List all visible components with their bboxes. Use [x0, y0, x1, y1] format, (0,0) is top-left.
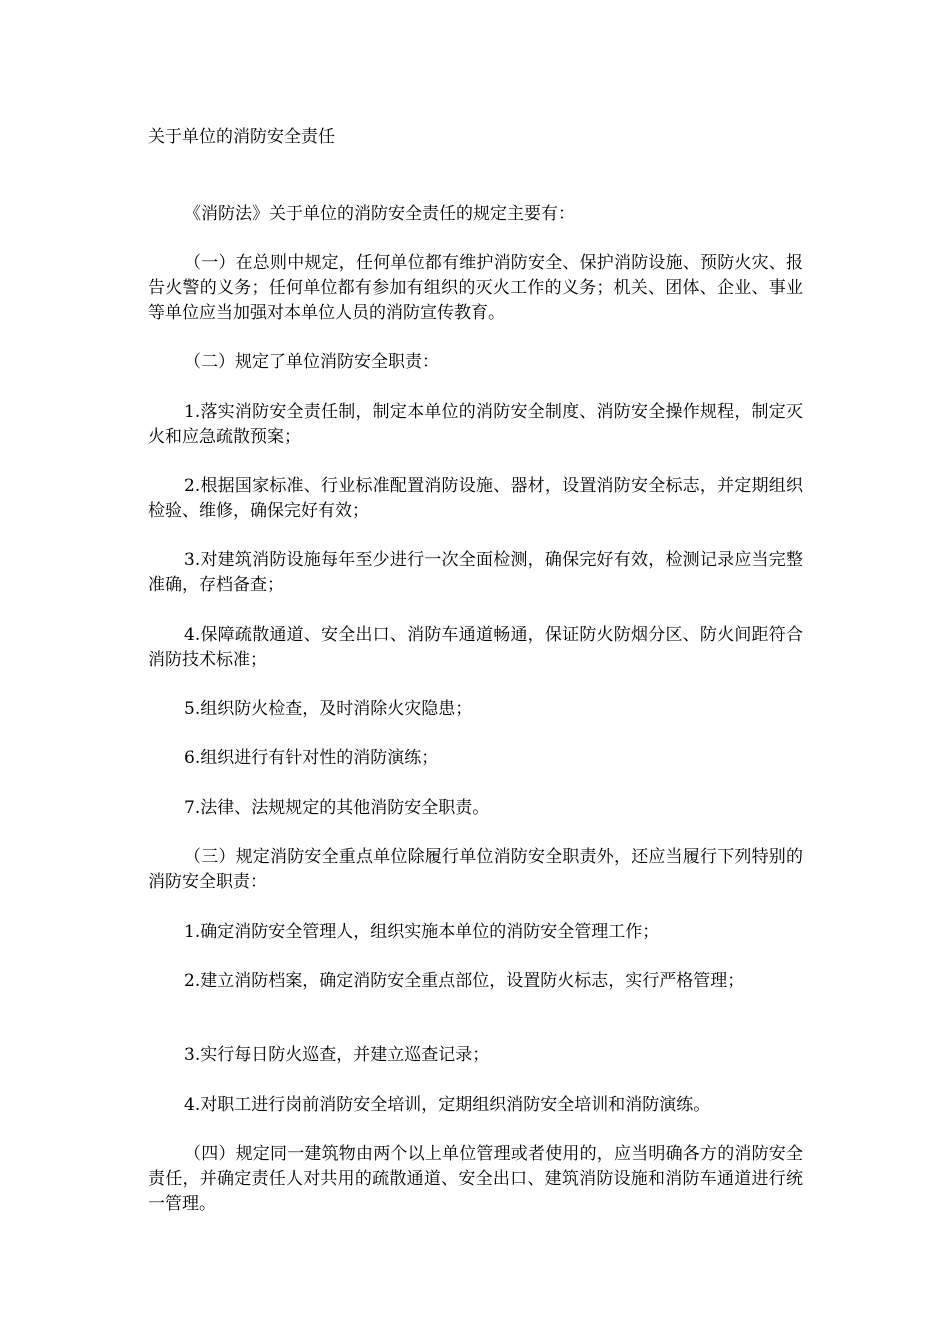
paragraph-duty-6: 6.组织进行有针对性的消防演练； [184, 748, 439, 768]
paragraph-key-duty-1: 1.确定消防安全管理人，组织实施本单位的消防安全管理工作； [184, 922, 660, 942]
paragraph-duty-3: 3.对建筑消防设施每年至少进行一次全面检测，确保完好有效，检测记录应当完整准确，存档备查； [148, 550, 803, 595]
paragraph-duty-1: 1.落实消防安全责任制，制定本单位的消防安全制度、消防安全操作规程，制定灭火和应急疏散预案； [148, 402, 803, 447]
paragraph-intro: 《消防法》关于单位的消防安全责任的规定主要有： [184, 204, 575, 224]
paragraph-section-1: （一）在总则中规定，任何单位都有维护消防安全、保护消防设施、预防火灾、报告火警的义务；任何单位都有参加有组织的灭火工作的义务；机关、团体、企业、事业等单位应当加强对本单位人员的消防宣传教育。 [148, 253, 803, 323]
paragraph-key-duty-4: 4.对职工进行岗前消防安全培训，定期组织消防安全培训和消防演练。 [184, 1095, 711, 1115]
paragraph-duty-7: 7.法律、法规规定的其他消防安全职责。 [184, 798, 490, 818]
document-title: 关于单位的消防安全责任 [148, 127, 335, 147]
paragraph-section-4: （四）规定同一建筑物由两个以上单位管理或者使用的，应当明确各方的消防安全责任，并确定责任人对共用的疏散通道、安全出口、建筑消防设施和消防车通道进行统一管理。 [148, 1144, 803, 1214]
paragraph-duty-5: 5.组织防火检查，及时消除火灾隐患； [184, 699, 473, 719]
paragraph-key-duty-3: 3.实行每日防火巡查，并建立巡查记录； [184, 1045, 490, 1065]
paragraph-section-3: （三）规定消防安全重点单位除履行单位消防安全职责外，还应当履行下列特别的消防安全职责： [148, 847, 803, 892]
paragraph-duty-4: 4.保障疏散通道、安全出口、消防车通道畅通，保证防火防烟分区、防火间距符合消防技术标准； [148, 625, 803, 670]
paragraph-section-2-heading: （二）规定了单位消防安全职责： [184, 352, 439, 372]
paragraph-duty-2: 2.根据国家标准、行业标准配置消防设施、器材，设置消防安全标志，并定期组织检验、维修，确保完好有效； [148, 476, 803, 521]
paragraph-key-duty-2: 2.建立消防档案，确定消防安全重点部位，设置防火标志，实行严格管理； [184, 971, 745, 991]
